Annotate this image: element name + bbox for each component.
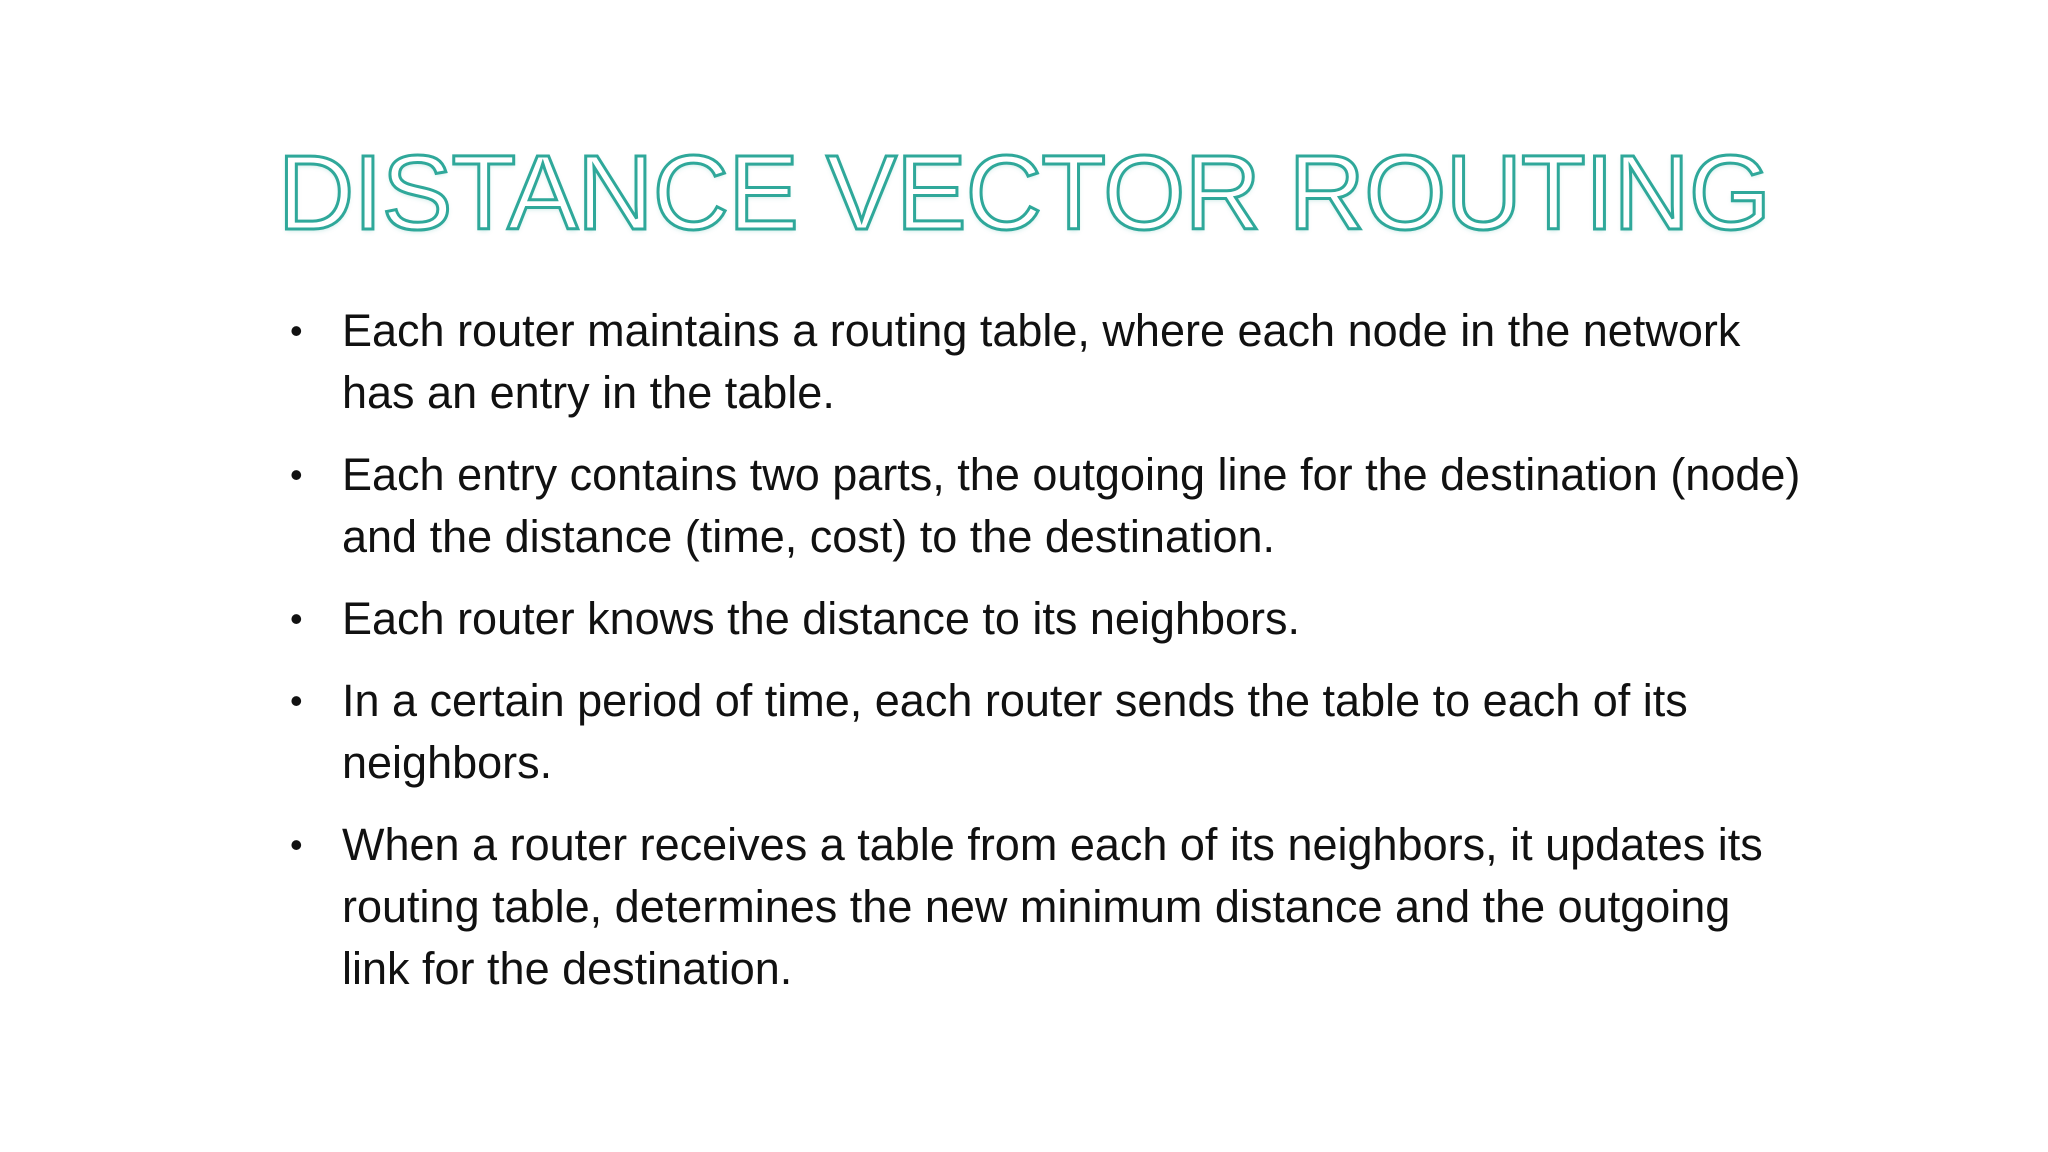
- bullet-item: [290, 814, 1810, 1000]
- bullet-text: Each router maintains a routing table, where each node in the network has an entry in the table.: [342, 305, 1741, 418]
- bullet-icon: •: [290, 824, 303, 865]
- bullet-icon: •: [290, 598, 303, 639]
- bullet-icon: •: [290, 680, 303, 721]
- bullet-item: [290, 588, 1810, 650]
- bullet-text: Each entry contains two parts, the outgoing line for the destination (node) and the distance (time, cost) to the destination.: [342, 449, 1801, 562]
- bullet-item: [290, 670, 1810, 794]
- bullet-icon: •: [290, 310, 303, 351]
- bullet-text: In a certain period of time, each router sends the table to each of its neighbors.: [342, 675, 1688, 788]
- bullet-text: When a router receives a table from each of its neighbors, it updates its routing table, determines the new minimum distance and the outgoing link for the destination.: [342, 819, 1763, 994]
- bullet-item: [290, 444, 1810, 568]
- slide-title: DISTANCE VECTOR ROUTING: [277, 134, 1771, 252]
- bullet-text: Each router knows the distance to its neighbors.: [342, 593, 1301, 644]
- bullet-list: [290, 300, 1810, 1020]
- bullet-item: [290, 300, 1810, 424]
- bullet-icon: •: [290, 454, 303, 495]
